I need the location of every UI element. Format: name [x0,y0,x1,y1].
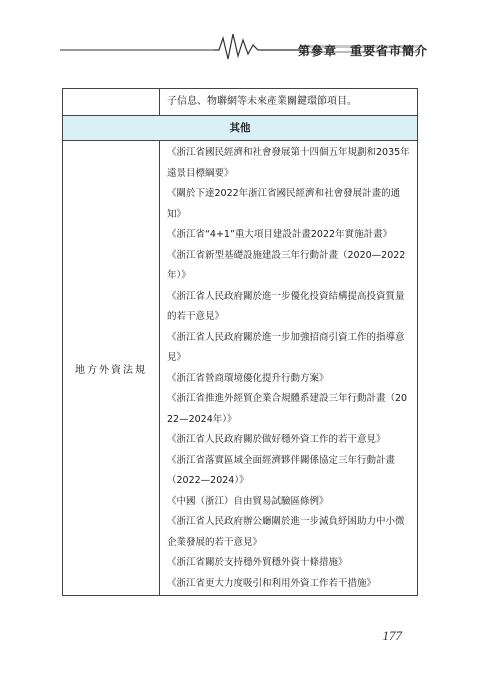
continued-row [63,89,418,116]
section-title: 其他 [63,116,418,141]
list-item: 《關於下達2022年浙江省國民經濟和社會發展計畫的通知》 [167,188,401,220]
list-item: 《浙江省關於支持穩外貿穩外資十條措施》 [167,557,348,568]
list-item: 《浙江省“4+1”重大項目建設計畫2022年實施計畫》 [167,229,393,240]
page-number: 177 [382,628,402,643]
continued-text: 子信息、物聯網等未來產業關鍵環節項目。 [160,89,418,116]
empty-cell [63,89,160,116]
regulations-table [62,88,418,596]
list-item: 《浙江省落實區域全面經濟夥伴關係協定三年行動計畫（2022—2024）》 [167,454,396,486]
list-item: 《浙江省更大力度吸引和利用外資工作若干措施》 [167,577,377,589]
list-item: 《浙江省推進外經貿企業合規體系建設三年行動計畫（2022—2024年）》 [167,393,408,425]
list-item: 《浙江省營商環境優化提升行動方案》 [167,372,329,384]
list-item: 《浙江省人民政府關於進一步優化投資結構提高投資質量的若干意見》 [167,290,405,322]
list-item: 《浙江省人民政府關於進一步加強招商引資工作的指導意見》 [167,331,405,363]
laws-list [160,141,418,596]
list-item: 《浙江省新型基礎設施建設三年行動計畫（2020—2022年）》 [167,249,406,281]
category-label: 地方外資法規 [63,141,160,596]
laws-row [63,141,418,596]
list-item: 《中國（浙江）自由貿易試驗區條例》 [167,495,329,507]
list-item: 《浙江省人民政府辦公廳關於進一步減負紓困助力中小微企業發展的若干意見》 [167,516,405,548]
list-item: 《浙江省國民經濟和社會發展第十四個五年規劃和2035年遠景目標綱要》 [167,147,410,179]
page-header [0,0,480,60]
list-item: 《浙江省人民政府關於做好穩外資工作的若干意見》 [167,434,386,445]
section-header-row [63,116,418,141]
chapter-title: 第參章 重要省市簡介 [297,44,428,58]
